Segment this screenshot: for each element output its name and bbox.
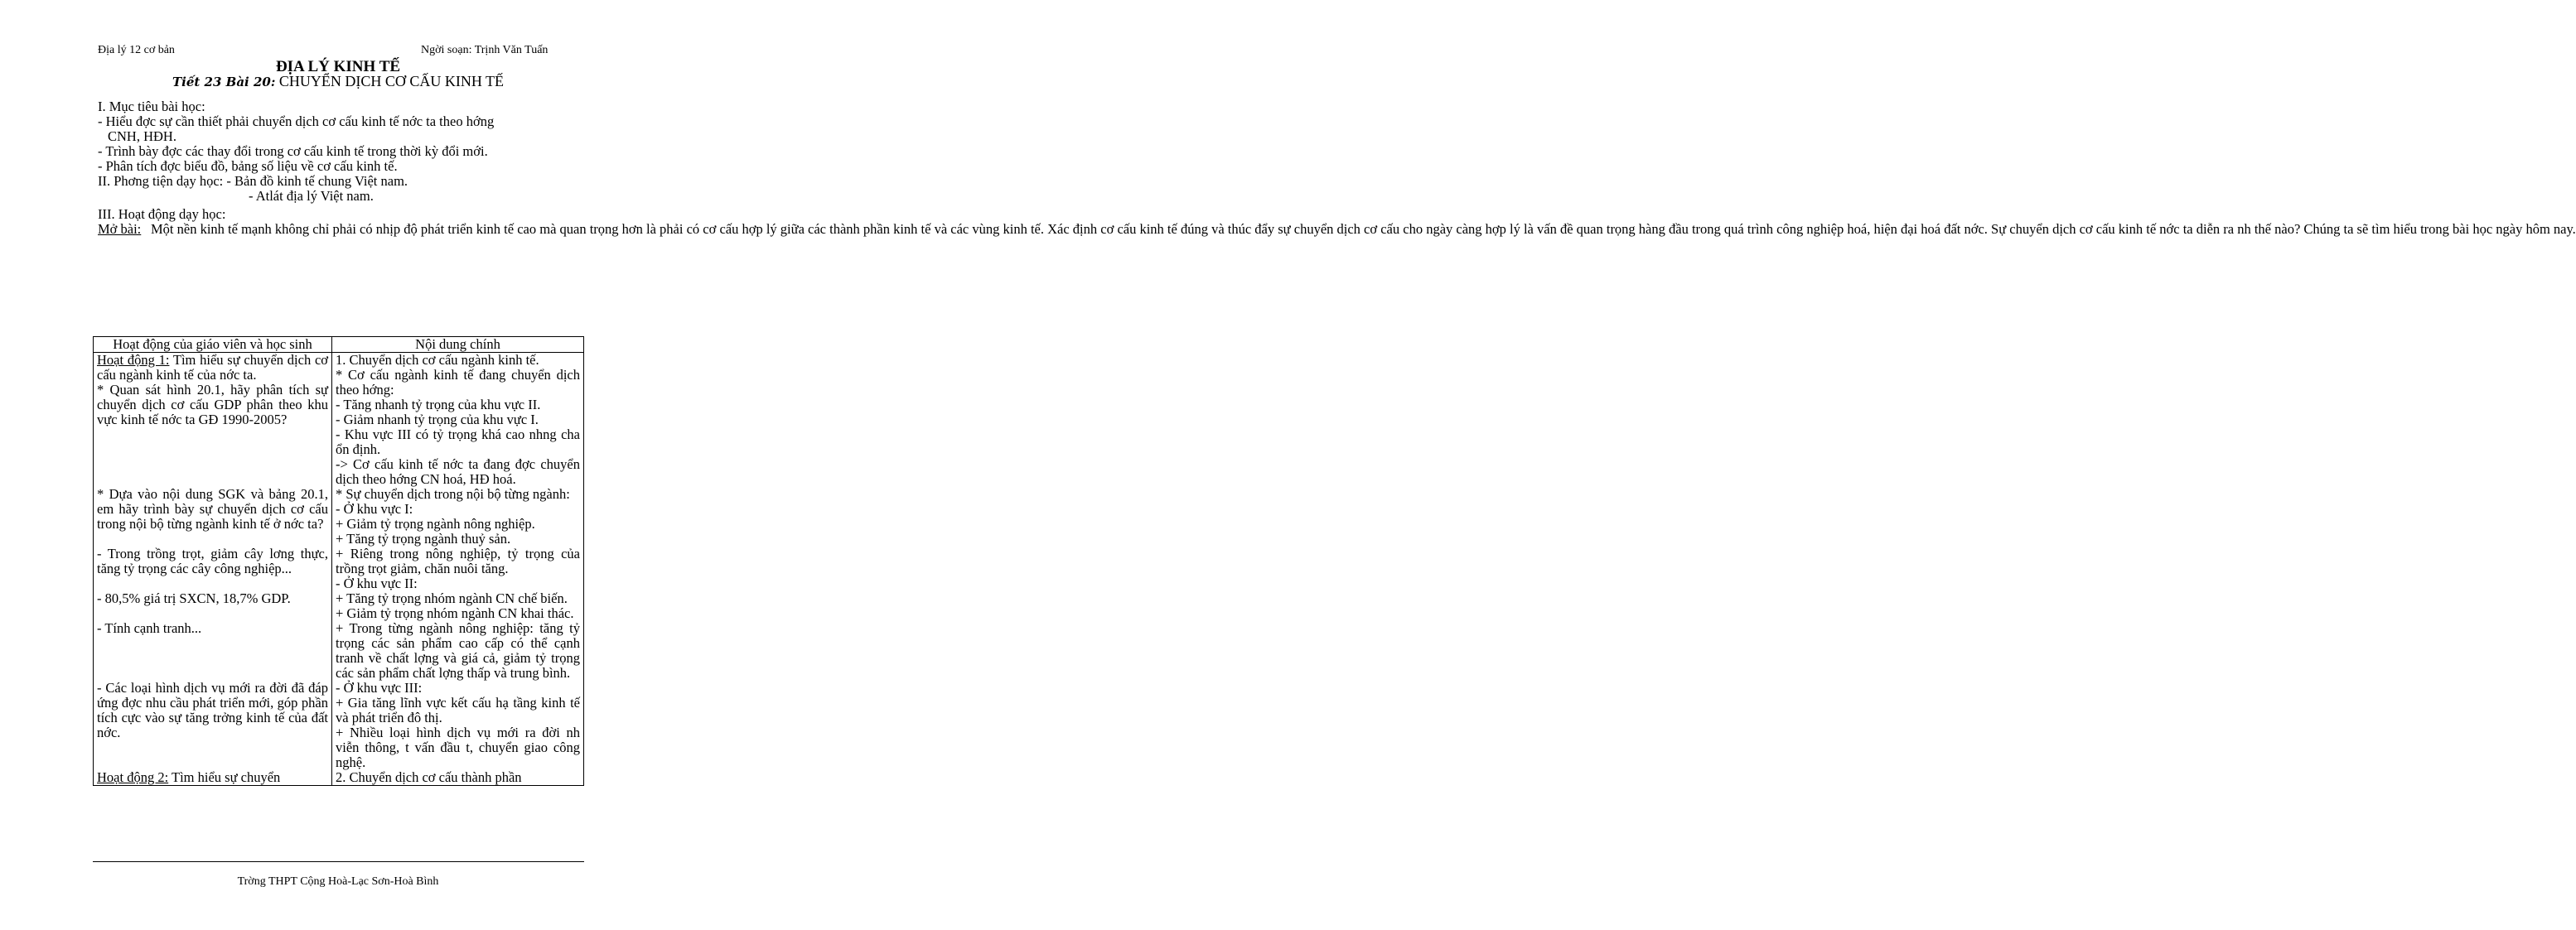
content-line: - Ở khu vực I:	[336, 501, 413, 517]
content-line: + Giảm tỷ trọng nhóm ngành CN khai thác.	[336, 605, 574, 621]
teacher-activities-cell	[94, 353, 332, 786]
lesson-number: Tiết 23 Bài 20:	[172, 75, 276, 89]
lesson-intro	[98, 99, 2576, 237]
footer-school: Trờng THPT Cộng Hoà-Lạc Sơn-Hoà Bình	[237, 875, 439, 888]
table-bottom-border	[93, 861, 584, 862]
page-title: ĐỊA LÝ KINH TẾ	[275, 58, 401, 75]
content-line: + Gia tăng lĩnh vực kết cấu hạ tầng kinh tế và phát triển đô thị.	[336, 695, 580, 725]
content-line: 1. Chuyển dịch cơ cấu ngành kinh tế.	[336, 352, 539, 368]
content-line: - Tăng nhanh tỷ trọng của khu vực II.	[336, 397, 541, 412]
content-line: + Tăng tỷ trọng nhóm ngành CN chế biến.	[336, 590, 568, 606]
activities-heading: III. Hoạt động dạy học:	[98, 206, 226, 222]
content-line: - Giảm nhanh tỷ trọng của khu vực I.	[336, 412, 539, 427]
answer-4: - Các loại hình dịch vụ mới ra đời đã đáp ứng đợc nhu cầu phát triển mới, góp phần tích cực vào sự tăng trởng kinh tế của đất nớc.	[97, 680, 328, 740]
content-line: * Cơ cấu ngành kinh tế đang chuyển dịch theo hớng:	[336, 367, 580, 398]
col-header-activities: Hoạt động của giáo viên và học sinh	[94, 337, 332, 353]
content-line: + Giảm tỷ trọng ngành nông nghiệp.	[336, 516, 535, 532]
materials-line	[98, 174, 580, 189]
activity-2-text: Tìm hiểu sự chuyển	[168, 769, 281, 785]
intro-label: Mở bài:	[98, 221, 142, 237]
content-line: - Ở khu vực III:	[336, 680, 423, 696]
content-line: - Ở khu vực II:	[336, 576, 418, 591]
activity-1	[97, 353, 328, 383]
lesson-name: CHUYỂN DỊCH CƠ CẤU KINH TẾ	[278, 73, 505, 89]
main-content-cell	[332, 353, 584, 786]
content-line: -> Cơ cấu kinh tế nớc ta đang đợc chuyển dịch theo hớng CN hoá, HĐ hoá.	[336, 456, 580, 487]
objective-item: - Phân tích đợc biểu đồ, bảng số liệu về cơ cấu kinh tế.	[98, 158, 398, 174]
header-subject: Địa lý 12 cơ bản	[98, 44, 175, 56]
objective-item: CNH, HĐH.	[108, 128, 176, 144]
lesson-subtitle	[172, 73, 504, 90]
materials-heading: II. Phơng tiện dạy học:	[98, 173, 224, 189]
activity-2-label: Hoạt động 2:	[97, 769, 169, 785]
objective-item: - Trình bày đợc các thay đổi trong cơ cấu kinh tế trong thời kỳ đổi mới.	[98, 143, 488, 159]
lesson-table	[93, 336, 584, 786]
answer-1: - Trong trồng trọt, giảm cây lơng thực, tăng tỷ trọng các cây công nghiệp...	[97, 546, 328, 576]
objectives-heading: I. Mục tiêu bài học:	[98, 99, 205, 114]
content-line: - Khu vực III có tỷ trọng khá cao nhng cha ổn định.	[336, 426, 580, 457]
activity-1-text: Tìm hiểu sự chuyển dịch cơ cấu ngành kinh tế của nớc ta.	[97, 352, 328, 383]
answer-2: - 80,5% giá trị SXCN, 18,7% GDP.	[97, 590, 291, 606]
material-item: - Bản đồ kinh tế chung Việt nam.	[226, 173, 408, 189]
activity-2	[97, 770, 328, 785]
question-2: * Dựa vào nội dung SGK và bảng 20.1, em hãy trình bày sự chuyển dịch cơ cấu trong nội bộ từng ngành kinh tế ở nớc ta?	[97, 486, 328, 532]
intro-paragraph	[98, 221, 2576, 237]
content-line: 2. Chuyển dịch cơ cấu thành phần	[336, 769, 522, 785]
content-line: + Tăng tỷ trọng ngành thuỷ sản.	[336, 531, 511, 547]
content-line: + Nhiều loại hình dịch vụ mới ra đời nh viễn thông, t vấn đầu t, chuyển giao công nghệ.	[336, 725, 580, 770]
answer-3: - Tính cạnh tranh...	[97, 620, 202, 636]
content-line: * Sự chuyển dịch trong nội bộ từng ngành:	[336, 486, 570, 502]
objective-item: - Hiểu đợc sự cần thiết phải chuyển dịch cơ cấu kinh tế nớc ta theo hớng	[98, 113, 495, 129]
intro-text: Một nền kinh tế mạnh không chỉ phải có nhịp độ phát triển kinh tế cao mà quan trọng hơn là phải có cơ cấu hợp lý giữa các thành phần kinh tế và các vùng kinh tế. Xác định cơ cấu kinh tế đúng và thúc đẩy sự chuyển dịch cơ cấu cho ngày càng hợp lý là vấn đề quan trọng hàng đầu trong quá trình công nghiệp hoá, hiện đại hoá đất nớc. Sự chuyển dịch cơ cấu kinh tế nớc ta diễn ra nh thế nào? Chúng ta sẽ tìm hiểu trong bài học ngày hôm nay.	[151, 221, 2576, 237]
content-line: + Riêng trong nông nghiệp, tỷ trọng của trồng trọt giảm, chăn nuôi tăng.	[336, 546, 580, 576]
material-item: - Atlát địa lý Việt nam.	[249, 188, 374, 204]
content-line: + Trong từng ngành nông nghiệp: tăng tỷ trọng các sản phẩm cao cấp có thể cạnh tranh về chất lợng và giá cả, giảm tỷ trọng các sản phẩm chất lợng thấp và trung bình.	[336, 620, 580, 681]
col-header-content: Nội dung chính	[332, 337, 584, 353]
activity-1-label: Hoạt động 1:	[97, 352, 170, 368]
header-author: Ngời soạn: Trịnh Văn Tuấn	[421, 44, 549, 56]
question-1: * Quan sát hình 20.1, hãy phân tích sự chuyển dịch cơ cấu GDP phân theo khu vực kinh tế nớc ta GĐ 1990-2005?	[97, 382, 328, 427]
